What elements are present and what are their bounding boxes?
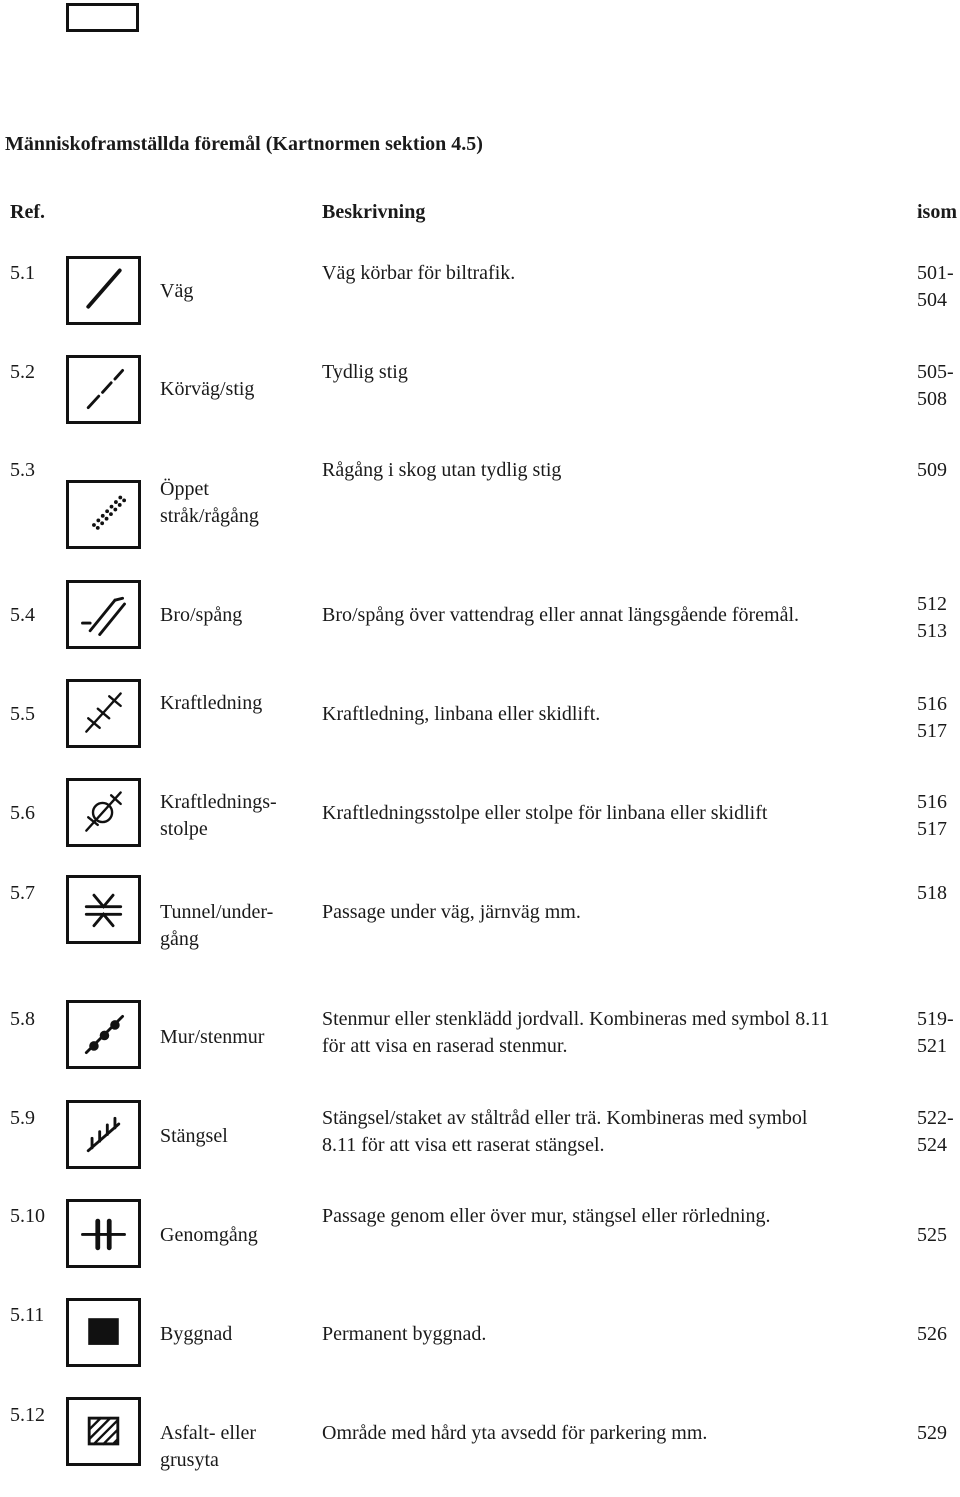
row-isom: 505- 508 [917,361,954,410]
building-icon [69,1301,138,1364]
row-description: Passage genom eller över mur, stängsel eller rörledning. [322,1205,771,1227]
row-description: Stenmur eller stenklädd jordvall. Kombineras med symbol 8.11 för att visa en raserad stenmur. [322,1008,830,1057]
row-name: Kraftledning [160,692,263,714]
row-name: Körväg/stig [160,378,255,400]
column-header-description: Beskrivning [322,201,426,223]
top-symbol-box [66,3,139,32]
column-header-isom: isom [917,201,957,223]
row-isom: 518 [917,882,947,904]
symbol-box [66,480,141,549]
row-ref: 5.3 [10,459,35,481]
row-isom: 516 517 [917,791,947,840]
power-pylon-icon [69,781,138,844]
row-isom: 522- 524 [917,1107,954,1156]
symbol-box [66,256,141,325]
row-isom: 509 [917,459,947,481]
road-icon [69,259,138,322]
row-name: Bro/spång [160,604,243,626]
row-name: Väg [160,280,194,302]
row-description: Kraftledning, linbana eller skidlift. [322,703,601,725]
row-name: Tunnel/under- gång [160,901,274,950]
ride-icon [69,483,138,546]
crossing-point-icon [69,1202,138,1265]
symbol-box [66,1100,141,1169]
section-heading: Människoframställda föremål (Kartnormen sektion 4.5) [5,133,483,155]
row-name: Genomgång [160,1224,258,1246]
row-ref: 5.12 [10,1404,45,1426]
symbol-box [66,1000,141,1069]
row-ref: 5.5 [10,703,35,725]
symbol-box [66,1397,141,1466]
row-ref: 5.7 [10,882,35,904]
symbol-box [66,355,141,424]
row-description: Permanent byggnad. [322,1323,487,1345]
symbol-box [66,875,141,944]
row-description: Kraftledningsstolpe eller stolpe för linbana eller skidlift [322,802,768,824]
row-ref: 5.9 [10,1107,35,1129]
tunnel-icon [69,878,138,941]
row-ref: 5.11 [10,1304,45,1326]
symbol-box [66,1298,141,1367]
row-isom: 512 513 [917,593,947,642]
row-ref: 5.4 [10,604,35,626]
symbol-box [66,679,141,748]
row-ref: 5.8 [10,1008,35,1030]
row-name: Kraftlednings- stolpe [160,791,277,840]
row-ref: 5.2 [10,361,35,383]
track-icon [69,358,138,421]
column-header-ref: Ref. [10,201,45,223]
row-description: Passage under väg, järnväg mm. [322,901,581,923]
row-isom: 525 [917,1224,947,1246]
row-name: Asfalt- eller grusyta [160,1422,257,1471]
row-description: Bro/spång över vattendrag eller annat längsgående föremål. [322,604,800,626]
row-isom: 516 517 [917,693,947,742]
symbol-box [66,1199,141,1268]
row-isom: 501- 504 [917,262,954,311]
row-description: Rågång i skog utan tydlig stig [322,459,562,481]
power-line-icon [69,682,138,745]
row-description: Område med hård yta avsedd för parkering mm. [322,1422,708,1444]
fence-icon [69,1103,138,1166]
stone-wall-icon [69,1003,138,1066]
row-isom: 519- 521 [917,1008,954,1057]
row-name: Öppet stråk/rågång [160,478,259,527]
symbol-box [66,778,141,847]
row-name: Stängsel [160,1125,228,1147]
row-description: Tydlig stig [322,361,408,383]
row-description: Stängsel/staket av ståltråd eller trä. Kombineras med symbol 8.11 för att visa ett raserat stängsel. [322,1107,808,1156]
row-name: Mur/stenmur [160,1026,265,1048]
row-ref: 5.6 [10,802,35,824]
row-isom: 529 [917,1422,947,1444]
row-name: Byggnad [160,1323,233,1345]
symbol-box [66,580,141,649]
paved-area-icon [69,1400,138,1463]
bridge-icon [69,583,138,646]
row-ref: 5.1 [10,262,35,284]
row-ref: 5.10 [10,1205,45,1227]
row-isom: 526 [917,1323,947,1345]
row-description: Väg körbar för biltrafik. [322,262,516,284]
